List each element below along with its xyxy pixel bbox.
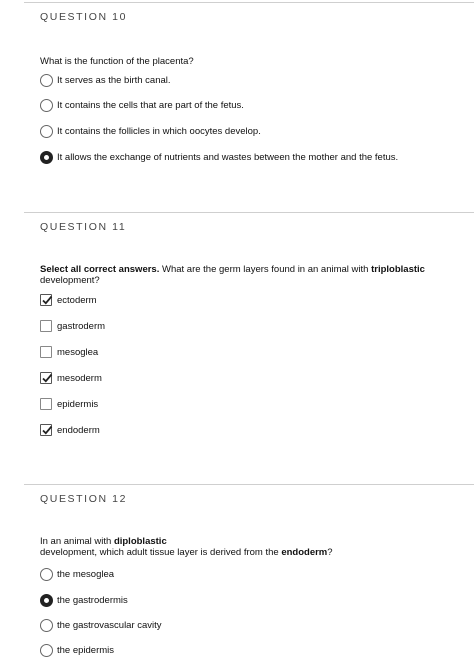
prompt-bold: Select all correct answers. bbox=[40, 264, 160, 275]
answer-option[interactable] bbox=[40, 617, 162, 633]
question-title: QUESTION 12 bbox=[40, 493, 128, 505]
answer-option[interactable] bbox=[40, 642, 114, 658]
prompt-bold: diploblastic bbox=[113, 536, 167, 547]
option-label: It allows the exchange of nutrients and wastes between the mother and the fetus. bbox=[57, 151, 399, 163]
answer-option[interactable] bbox=[40, 123, 261, 139]
question-header bbox=[24, 2, 474, 42]
answer-option[interactable] bbox=[40, 344, 98, 360]
option-label: the gastrovascular cavity bbox=[57, 619, 162, 631]
checkbox-checked[interactable] bbox=[40, 294, 52, 306]
prompt-bold: endoderm bbox=[281, 547, 328, 558]
checkbox-checked[interactable] bbox=[40, 424, 52, 436]
checkmark-icon bbox=[41, 294, 53, 306]
answer-option[interactable] bbox=[40, 292, 97, 308]
checkbox[interactable] bbox=[40, 398, 52, 410]
answer-option[interactable] bbox=[40, 97, 244, 113]
question-header bbox=[24, 484, 474, 524]
radio-button[interactable] bbox=[40, 74, 53, 87]
question-header bbox=[24, 212, 474, 252]
prompt-text: In an animal with bbox=[40, 536, 114, 547]
option-label: It contains the follicles in which oocytes develop. bbox=[57, 125, 261, 137]
checkmark-icon bbox=[41, 372, 53, 384]
option-label: mesoglea bbox=[57, 346, 99, 358]
prompt-text: development? bbox=[40, 275, 100, 286]
option-label: ectoderm bbox=[57, 294, 97, 306]
answer-option[interactable] bbox=[40, 72, 171, 88]
option-label: mesoderm bbox=[57, 372, 102, 384]
radio-button-selected[interactable] bbox=[40, 594, 53, 607]
option-label: the epidermis bbox=[57, 644, 115, 656]
option-label: It contains the cells that are part of the fetus. bbox=[57, 99, 244, 111]
answer-option[interactable] bbox=[40, 149, 398, 165]
prompt-text: ? bbox=[327, 547, 333, 558]
answer-option[interactable] bbox=[40, 396, 98, 412]
question-title: QUESTION 10 bbox=[40, 11, 128, 23]
answer-option[interactable] bbox=[40, 318, 105, 334]
prompt-text: development, which adult tissue layer is derived from the bbox=[40, 547, 282, 558]
radio-button[interactable] bbox=[40, 619, 53, 632]
radio-button[interactable] bbox=[40, 644, 53, 657]
answer-option[interactable] bbox=[40, 422, 100, 438]
prompt-bold: triploblastic bbox=[371, 264, 425, 275]
radio-button[interactable] bbox=[40, 568, 53, 581]
answer-option[interactable] bbox=[40, 566, 114, 582]
option-label: the gastrodermis bbox=[57, 594, 128, 606]
question-title: QUESTION 11 bbox=[40, 221, 127, 233]
radio-button[interactable] bbox=[40, 125, 53, 138]
question-prompt: What is the function of the placenta? bbox=[40, 56, 194, 67]
question-prompt bbox=[40, 264, 454, 286]
question-prompt bbox=[40, 536, 454, 558]
checkbox-checked[interactable] bbox=[40, 372, 52, 384]
option-label: gastroderm bbox=[57, 320, 106, 332]
radio-button-selected[interactable] bbox=[40, 151, 53, 164]
answer-option[interactable] bbox=[40, 592, 128, 608]
option-label: epidermis bbox=[57, 398, 99, 410]
option-label: endoderm bbox=[57, 424, 100, 436]
option-label: It serves as the birth canal. bbox=[57, 74, 171, 86]
answer-option[interactable] bbox=[40, 370, 102, 386]
prompt-text: What are the germ layers found in an animal with bbox=[159, 264, 372, 275]
question-12 bbox=[24, 484, 474, 668]
question-11 bbox=[24, 212, 474, 484]
checkmark-icon bbox=[41, 424, 53, 436]
checkbox[interactable] bbox=[40, 346, 52, 358]
checkbox[interactable] bbox=[40, 320, 52, 332]
radio-button[interactable] bbox=[40, 99, 53, 112]
option-label: the mesoglea bbox=[57, 568, 115, 580]
question-10 bbox=[24, 2, 474, 212]
